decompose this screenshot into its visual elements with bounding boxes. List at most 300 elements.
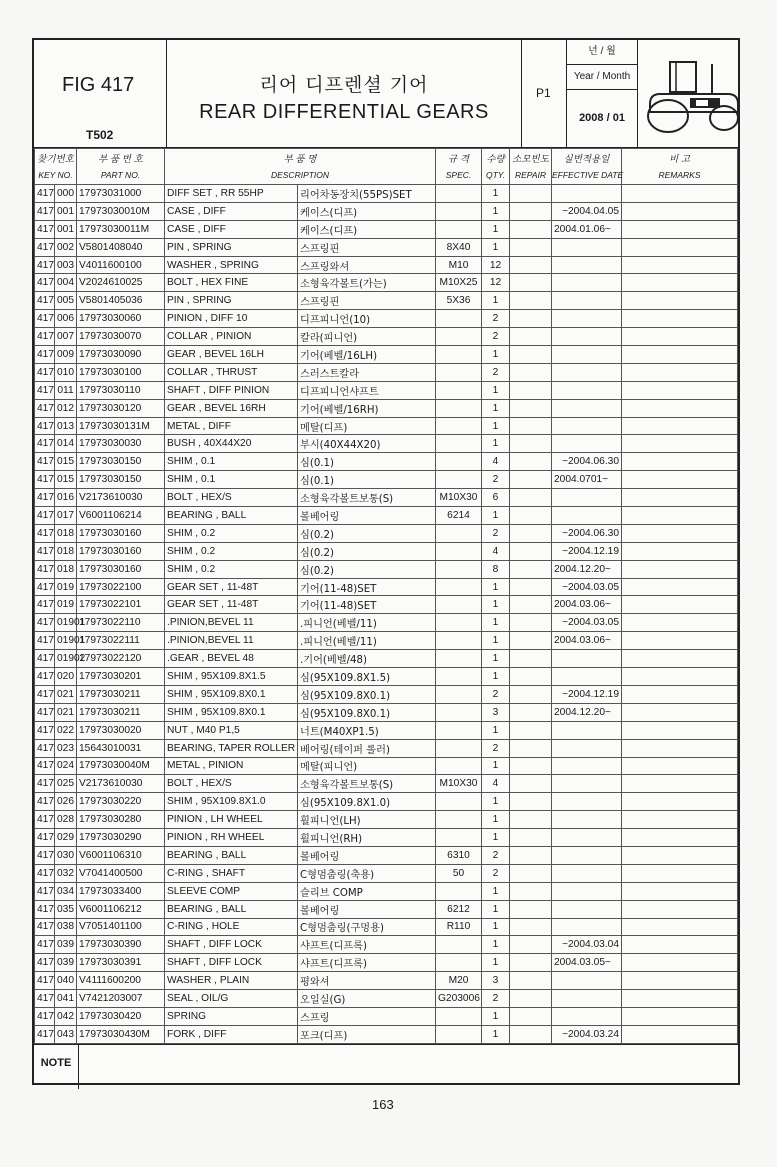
row-qty: 1 [482, 417, 510, 435]
row-repair [510, 596, 552, 614]
row-remarks [622, 560, 738, 578]
row-repair [510, 274, 552, 292]
row-fig: 417 [35, 578, 55, 596]
table-row [35, 542, 738, 560]
row-effective-date [552, 739, 622, 757]
row-key: 021 [55, 685, 77, 703]
table-row [35, 328, 738, 346]
row-description-kr: 슬리브 COMP [298, 882, 436, 900]
row-remarks [622, 882, 738, 900]
row-effective-date [552, 775, 622, 793]
col-rem-en: REMARKS [622, 167, 738, 185]
row-description-kr: 리어차동장치(55PS)SET [298, 185, 436, 203]
table-row [35, 256, 738, 274]
row-description-kr: C형멈춤링(구멍용) [298, 918, 436, 936]
row-part-no: 17973030290 [77, 829, 165, 847]
row-qty: 2 [482, 864, 510, 882]
row-repair [510, 310, 552, 328]
row-key: 018 [55, 524, 77, 542]
row-key: 005 [55, 292, 77, 310]
row-part-no: 17973030391 [77, 954, 165, 972]
sheet-page: P1 [536, 86, 551, 100]
row-part-no: V6001106212 [77, 900, 165, 918]
table-row [35, 274, 738, 292]
row-fig: 417 [35, 614, 55, 632]
row-description: BOLT , HEX/S [165, 775, 298, 793]
row-qty: 4 [482, 453, 510, 471]
table-row [35, 972, 738, 990]
row-key: 039 [55, 954, 77, 972]
row-description-kr: 심(95X109.8X1.5) [298, 668, 436, 686]
row-description-kr: 스프링 [298, 1007, 436, 1025]
row-remarks [622, 256, 738, 274]
row-fig: 417 [35, 399, 55, 417]
row-repair [510, 471, 552, 489]
row-remarks [622, 453, 738, 471]
parts-sheet [32, 38, 740, 1085]
row-remarks [622, 489, 738, 507]
row-description: METAL , DIFF [165, 417, 298, 435]
row-effective-date [552, 328, 622, 346]
table-row [35, 1025, 738, 1043]
date-label-korean: 년 / 월 [567, 40, 637, 65]
row-repair [510, 900, 552, 918]
row-spec [436, 650, 482, 668]
row-part-no: 17973030150 [77, 471, 165, 489]
row-fig: 417 [35, 346, 55, 364]
row-key: 018 [55, 542, 77, 560]
row-description: GEAR , BEVEL 16LH [165, 346, 298, 364]
row-qty: 1 [482, 882, 510, 900]
row-fig: 417 [35, 417, 55, 435]
row-key: 040 [55, 972, 77, 990]
row-part-no: 17973030010M [77, 202, 165, 220]
row-spec: M10X25 [436, 274, 482, 292]
row-part-no: 17973033400 [77, 882, 165, 900]
row-qty: 6 [482, 489, 510, 507]
row-spec [436, 310, 482, 328]
parts-body [35, 185, 738, 1044]
col-desc-en: DESCRIPTION [165, 167, 436, 185]
row-effective-date: ~2004.06.30 [552, 524, 622, 542]
row-qty: 1 [482, 346, 510, 364]
row-repair [510, 507, 552, 525]
row-description: GEAR , BEVEL 16RH [165, 399, 298, 417]
date-cell [567, 40, 638, 147]
row-remarks [622, 220, 738, 238]
row-fig: 417 [35, 363, 55, 381]
row-part-no: V7421203007 [77, 990, 165, 1008]
date-value: 2008 / 01 [579, 112, 625, 124]
row-description-kr: 심(0.1) [298, 471, 436, 489]
row-key: 004 [55, 274, 77, 292]
row-spec [436, 882, 482, 900]
row-key: 01901 [55, 632, 77, 650]
row-key: 028 [55, 811, 77, 829]
row-effective-date: ~2004.12.19 [552, 542, 622, 560]
row-part-no: 17973022120 [77, 650, 165, 668]
row-repair [510, 632, 552, 650]
row-remarks [622, 596, 738, 614]
row-remarks [622, 435, 738, 453]
table-row [35, 292, 738, 310]
row-fig: 417 [35, 453, 55, 471]
row-description-kr: .기어(베벨/48) [298, 650, 436, 668]
row-spec: G203006 [436, 990, 482, 1008]
row-qty: 1 [482, 1007, 510, 1025]
row-spec [436, 220, 482, 238]
row-qty: 1 [482, 578, 510, 596]
row-description-kr: 오일실(G) [298, 990, 436, 1008]
row-remarks [622, 703, 738, 721]
row-description: DIFF SET , RR 55HP [165, 185, 298, 203]
row-remarks [622, 936, 738, 954]
row-repair [510, 453, 552, 471]
row-repair [510, 1025, 552, 1043]
row-key: 011 [55, 381, 77, 399]
row-description: COLLAR , PINION [165, 328, 298, 346]
row-qty: 2 [482, 739, 510, 757]
row-description-kr: 스프링핀 [298, 292, 436, 310]
row-qty: 1 [482, 238, 510, 256]
row-effective-date [552, 882, 622, 900]
row-fig: 417 [35, 650, 55, 668]
row-description: CASE , DIFF [165, 220, 298, 238]
parts-table [34, 148, 738, 1044]
row-effective-date: ~2004.03.24 [552, 1025, 622, 1043]
row-effective-date [552, 829, 622, 847]
tractor-cell [638, 40, 738, 147]
row-effective-date [552, 417, 622, 435]
col-spec-kr: 규 격 [436, 149, 482, 167]
row-fig: 417 [35, 846, 55, 864]
row-description-kr: 소형육각볼트(가는) [298, 274, 436, 292]
row-fig: 417 [35, 471, 55, 489]
table-row [35, 381, 738, 399]
row-part-no: V4111600200 [77, 972, 165, 990]
row-effective-date [552, 185, 622, 203]
row-description-kr: 스프링와셔 [298, 256, 436, 274]
row-description: NUT , M40 P1,5 [165, 721, 298, 739]
row-part-no: 15643010031 [77, 739, 165, 757]
row-description-kr: 소형육각볼트보통(S) [298, 775, 436, 793]
row-fig: 417 [35, 381, 55, 399]
row-key: 024 [55, 757, 77, 775]
row-effective-date [552, 918, 622, 936]
table-row [35, 560, 738, 578]
row-part-no: 17973030430M [77, 1025, 165, 1043]
row-description: SHIM , 0.2 [165, 560, 298, 578]
row-key: 026 [55, 793, 77, 811]
row-remarks [622, 274, 738, 292]
row-effective-date: ~2004.04.05 [552, 202, 622, 220]
row-fig: 417 [35, 972, 55, 990]
row-description-kr: 심(0.2) [298, 560, 436, 578]
row-effective-date [552, 900, 622, 918]
table-row [35, 238, 738, 256]
row-qty: 2 [482, 363, 510, 381]
row-description: .PINION,BEVEL 11 [165, 632, 298, 650]
row-key: 018 [55, 560, 77, 578]
row-effective-date [552, 1007, 622, 1025]
row-description: SHIM , 95X109.8X1.0 [165, 793, 298, 811]
row-key: 007 [55, 328, 77, 346]
table-row [35, 954, 738, 972]
row-key: 032 [55, 864, 77, 882]
row-fig: 417 [35, 668, 55, 686]
row-qty: 1 [482, 220, 510, 238]
row-description: SPRING [165, 1007, 298, 1025]
row-effective-date: ~2004.03.05 [552, 614, 622, 632]
row-part-no: 17973030150 [77, 453, 165, 471]
row-qty: 1 [482, 507, 510, 525]
row-key: 003 [55, 256, 77, 274]
row-description: BOLT , HEX FINE [165, 274, 298, 292]
row-description-kr: 평와셔 [298, 972, 436, 990]
row-description: BEARING , BALL [165, 846, 298, 864]
row-description-kr: 디프피니언(10) [298, 310, 436, 328]
row-remarks [622, 292, 738, 310]
row-spec: M10 [436, 256, 482, 274]
row-part-no: 17973022101 [77, 596, 165, 614]
row-repair [510, 721, 552, 739]
row-remarks [622, 829, 738, 847]
row-fig: 417 [35, 507, 55, 525]
row-spec [436, 685, 482, 703]
row-spec [436, 363, 482, 381]
row-remarks [622, 757, 738, 775]
row-effective-date [552, 793, 622, 811]
row-spec [436, 614, 482, 632]
row-qty: 2 [482, 471, 510, 489]
row-qty: 1 [482, 900, 510, 918]
row-part-no: V7051401100 [77, 918, 165, 936]
table-row [35, 453, 738, 471]
row-qty: 2 [482, 310, 510, 328]
table-row [35, 614, 738, 632]
row-effective-date [552, 721, 622, 739]
row-fig: 417 [35, 542, 55, 560]
table-row [35, 220, 738, 238]
table-row [35, 757, 738, 775]
table-row [35, 811, 738, 829]
row-qty: 1 [482, 757, 510, 775]
row-remarks [622, 614, 738, 632]
row-remarks [622, 775, 738, 793]
row-key: 042 [55, 1007, 77, 1025]
row-effective-date: 2004.03.06~ [552, 632, 622, 650]
row-description-kr: 스러스트칼라 [298, 363, 436, 381]
row-fig: 417 [35, 1007, 55, 1025]
row-remarks [622, 310, 738, 328]
row-part-no: V6001106214 [77, 507, 165, 525]
row-key: 039 [55, 936, 77, 954]
row-repair [510, 918, 552, 936]
row-key: 010 [55, 363, 77, 381]
row-description-kr: 심(0.2) [298, 542, 436, 560]
row-description: SHAFT , DIFF LOCK [165, 936, 298, 954]
table-row [35, 703, 738, 721]
table-row [35, 363, 738, 381]
row-key: 017 [55, 507, 77, 525]
fig-number: FIG 417 [62, 74, 135, 96]
row-key: 016 [55, 489, 77, 507]
row-key: 022 [55, 721, 77, 739]
row-description-kr: 메탈(피니언) [298, 757, 436, 775]
row-qty: 12 [482, 274, 510, 292]
row-key: 038 [55, 918, 77, 936]
row-fig: 417 [35, 829, 55, 847]
row-fig: 417 [35, 560, 55, 578]
row-fig: 417 [35, 757, 55, 775]
row-qty: 1 [482, 954, 510, 972]
table-row [35, 310, 738, 328]
row-description-kr: 심(95X109.8X1.0) [298, 793, 436, 811]
row-description-kr: 메탈(디프) [298, 417, 436, 435]
row-remarks [622, 900, 738, 918]
row-spec: 6214 [436, 507, 482, 525]
row-description: SHIM , 0.1 [165, 453, 298, 471]
row-part-no: 17973030110 [77, 381, 165, 399]
col-repair-kr: 소모빈도 [510, 149, 552, 167]
row-fig: 417 [35, 936, 55, 954]
row-description: .PINION,BEVEL 11 [165, 614, 298, 632]
row-qty: 1 [482, 811, 510, 829]
row-part-no: 17973030280 [77, 811, 165, 829]
row-description: CASE , DIFF [165, 202, 298, 220]
row-part-no: 17973022100 [77, 578, 165, 596]
sheet-header [34, 40, 738, 148]
row-key: 015 [55, 453, 77, 471]
row-spec [436, 793, 482, 811]
table-row [35, 650, 738, 668]
row-part-no: 17973030160 [77, 560, 165, 578]
col-qty-kr: 수량 [482, 149, 510, 167]
row-remarks [622, 238, 738, 256]
table-row [35, 882, 738, 900]
row-effective-date [552, 811, 622, 829]
row-remarks [622, 399, 738, 417]
row-repair [510, 417, 552, 435]
note-label: NOTE [34, 1045, 79, 1089]
row-remarks [622, 793, 738, 811]
row-repair [510, 1007, 552, 1025]
row-remarks [622, 185, 738, 203]
row-repair [510, 489, 552, 507]
row-repair [510, 650, 552, 668]
row-key: 009 [55, 346, 77, 364]
row-description: METAL , PINION [165, 757, 298, 775]
row-description: FORK , DIFF [165, 1025, 298, 1043]
row-repair [510, 972, 552, 990]
table-row [35, 739, 738, 757]
row-key: 013 [55, 417, 77, 435]
col-eff-en: EFFECTIVE DATE [552, 167, 622, 185]
row-fig: 417 [35, 596, 55, 614]
row-effective-date [552, 363, 622, 381]
row-repair [510, 560, 552, 578]
table-row [35, 846, 738, 864]
row-spec [436, 328, 482, 346]
row-repair [510, 363, 552, 381]
row-spec [436, 811, 482, 829]
row-fig: 417 [35, 435, 55, 453]
table-row [35, 900, 738, 918]
row-description: WASHER , SPRING [165, 256, 298, 274]
table-row [35, 596, 738, 614]
row-fig: 417 [35, 882, 55, 900]
row-repair [510, 614, 552, 632]
row-part-no: 17973030390 [77, 936, 165, 954]
row-description: BEARING, TAPER ROLLER [165, 739, 298, 757]
row-qty: 1 [482, 381, 510, 399]
row-description-kr: 케이스(디프) [298, 202, 436, 220]
row-description: .GEAR , BEVEL 48 [165, 650, 298, 668]
note-section [34, 1044, 738, 1089]
row-spec: R110 [436, 918, 482, 936]
row-part-no: 17973030211 [77, 685, 165, 703]
row-qty: 1 [482, 918, 510, 936]
row-part-no: 17973030020 [77, 721, 165, 739]
row-effective-date: 2004.03.06~ [552, 596, 622, 614]
row-repair [510, 202, 552, 220]
row-description-kr: 소형육각볼트보통(S) [298, 489, 436, 507]
row-description-kr: 볼베어링 [298, 900, 436, 918]
row-effective-date [552, 381, 622, 399]
row-spec [436, 542, 482, 560]
row-remarks [622, 721, 738, 739]
table-row [35, 1007, 738, 1025]
table-row [35, 346, 738, 364]
page-cell [522, 40, 567, 147]
row-remarks [622, 1025, 738, 1043]
col-desc-kr: 부 품 명 [165, 149, 436, 167]
row-effective-date [552, 489, 622, 507]
row-description-kr: .피니언(베벨/11) [298, 614, 436, 632]
fig-cell [34, 40, 167, 147]
row-description: SHIM , 95X109.8X0.1 [165, 685, 298, 703]
row-key: 012 [55, 399, 77, 417]
row-qty: 1 [482, 632, 510, 650]
row-spec [436, 757, 482, 775]
row-qty: 2 [482, 846, 510, 864]
row-qty: 1 [482, 936, 510, 954]
row-part-no: 17973030131M [77, 417, 165, 435]
title-english: REAR DIFFERENTIAL GEARS [199, 101, 489, 123]
date-label-english: Year / Month [567, 65, 637, 90]
row-description: SHIM , 0.2 [165, 524, 298, 542]
row-description: SHIM , 95X109.8X0.1 [165, 703, 298, 721]
row-repair [510, 864, 552, 882]
row-qty: 12 [482, 256, 510, 274]
row-effective-date [552, 399, 622, 417]
row-remarks [622, 685, 738, 703]
row-part-no: 17973030160 [77, 524, 165, 542]
row-description-kr: 샤프트(디프록) [298, 954, 436, 972]
row-description-kr: .피니언(베벨/11) [298, 632, 436, 650]
row-description: PIN , SPRING [165, 292, 298, 310]
row-spec [436, 703, 482, 721]
row-qty: 4 [482, 542, 510, 560]
table-row [35, 864, 738, 882]
row-spec: 8X40 [436, 238, 482, 256]
row-qty: 1 [482, 829, 510, 847]
title-cell [167, 40, 522, 147]
row-effective-date [552, 274, 622, 292]
row-part-no: 17973030201 [77, 668, 165, 686]
row-part-no: V6001106310 [77, 846, 165, 864]
row-remarks [622, 954, 738, 972]
